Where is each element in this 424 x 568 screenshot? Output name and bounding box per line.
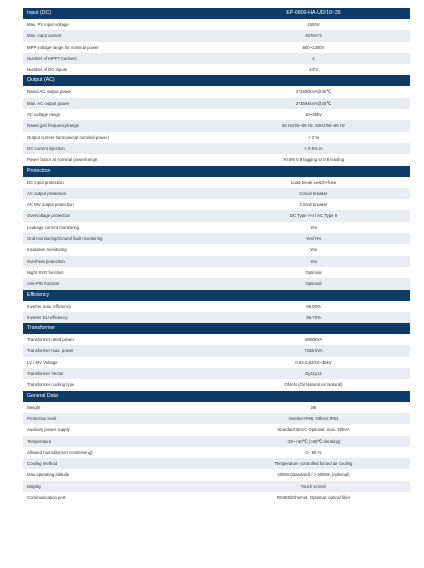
table-row xyxy=(23,256,410,267)
table-row xyxy=(23,244,410,255)
parameter-value: Optional xyxy=(305,269,322,275)
parameter-name: Output current harmonic(at nominal power) xyxy=(27,134,109,140)
parameter-value: 98.70% xyxy=(306,314,321,320)
parameter-name: Communication port xyxy=(27,494,66,500)
table-row xyxy=(23,109,410,120)
parameter-value: 0 - 95 % xyxy=(305,449,322,455)
section-title: Efficiency xyxy=(27,291,50,298)
parameter-name: AC voltage range xyxy=(27,112,61,118)
table-row xyxy=(23,98,410,109)
parameter-name: Leakage current monitoring xyxy=(27,224,80,230)
table-row xyxy=(23,267,410,278)
parameter-value: 2*3594kVA@25℃ xyxy=(295,100,332,106)
parameter-value: 99.00% xyxy=(306,303,321,309)
section-header-value xyxy=(217,323,410,334)
table-row xyxy=(23,42,410,53)
parameter-value: Yes xyxy=(309,258,317,264)
section-title: Transformer xyxy=(27,325,56,332)
parameter-value: 10~35kV xyxy=(304,112,323,118)
table-row xyxy=(23,177,410,188)
table-row xyxy=(23,458,410,469)
table-row xyxy=(23,345,410,356)
parameter-value: Yes/Yes xyxy=(305,236,322,242)
parameter-name: Rated AC output power xyxy=(27,89,72,95)
parameter-value: DC Type I+II / AC Type II xyxy=(289,213,338,219)
section-header-value: EP-6800-HA-UD/10~35 xyxy=(286,10,341,16)
section-title: Protection xyxy=(27,167,51,174)
parameter-name: MPP voltage range for nominal power xyxy=(27,44,99,50)
parameter-name: Max.operating altitude xyxy=(27,472,70,478)
parameter-name: Power factor at nominal power/range xyxy=(27,157,98,163)
table-row xyxy=(23,132,410,143)
table-row xyxy=(23,30,410,41)
parameter-value: Load break switch+fuse xyxy=(290,179,337,185)
parameter-value: 50 Hz/45~55 Hz, 60Hz/55~65 Hz xyxy=(281,123,346,129)
table-row xyxy=(23,188,410,199)
parameter-value: ONAN (Oil Natural Air Natural) xyxy=(284,382,343,388)
table-row xyxy=(23,143,410,154)
parameter-name: Max. AC output power xyxy=(27,100,70,106)
parameter-value: Circuit breaker xyxy=(299,202,328,208)
parameter-name: AC output protection xyxy=(27,190,67,196)
parameter-name: Number of MPPT trackers xyxy=(27,55,77,61)
spec-sheet xyxy=(23,8,410,503)
parameter-value: 4075A*2 xyxy=(305,33,322,39)
parameter-value: 1500V xyxy=(307,22,320,27)
parameter-name: Transformer max. power xyxy=(27,348,74,354)
parameter-name: Rated grid frequency/range xyxy=(27,123,80,129)
table-row xyxy=(23,210,410,221)
parameter-name: DC input protection xyxy=(27,179,64,185)
parameter-name: Night SVG function xyxy=(27,269,64,275)
parameter-name: Max. PV input voltage xyxy=(27,22,69,27)
parameter-value: Dy11y11 xyxy=(305,371,322,377)
section-header-value xyxy=(217,75,410,86)
table-row xyxy=(23,86,410,97)
table-row xyxy=(23,199,410,210)
parameter-value: Touch screen xyxy=(300,483,327,489)
table-row xyxy=(23,154,410,165)
table-row xyxy=(23,492,410,503)
parameter-value: -30~+60℃ (>50℃ derating) xyxy=(286,438,341,444)
parameter-name: Display xyxy=(27,483,42,489)
parameter-value: >0.99/ 0.8 lagging to 0.8 leading xyxy=(282,157,345,163)
parameter-name: Temperature xyxy=(27,438,52,444)
section-header-value xyxy=(217,166,410,177)
table-row xyxy=(23,334,410,345)
table-row xyxy=(23,357,410,368)
parameter-name: Weight xyxy=(27,404,41,410)
parameter-name: Transformer rated power xyxy=(27,337,75,343)
parameter-name: Allowed humidity(non condensing) xyxy=(27,449,93,455)
section-header-protection xyxy=(23,166,410,177)
parameter-name: LV / MV Voltage xyxy=(27,359,58,365)
parameter-name: Grid monitoring/Ground fault monitoring xyxy=(27,236,103,242)
table-row xyxy=(23,301,410,312)
section-title: General Data xyxy=(27,392,58,399)
table-row xyxy=(23,19,410,30)
parameter-name: Insulation monitoring xyxy=(27,247,67,253)
parameter-name: Transformer cooling type xyxy=(27,382,75,388)
parameter-name: Overvoltage protection xyxy=(27,213,71,219)
table-row xyxy=(23,312,410,323)
table-row xyxy=(23,379,410,390)
parameter-value: 24*2 xyxy=(309,67,318,73)
parameter-value: Inverter:IP66, Others:IP54 xyxy=(288,415,339,421)
parameter-value: Yes xyxy=(309,224,317,230)
table-row xyxy=(23,53,410,64)
parameter-name: AC MV output protection xyxy=(27,202,74,208)
table-row xyxy=(23,368,410,379)
parameter-name: Protection level xyxy=(27,415,57,421)
table-row xyxy=(23,413,410,424)
table-row xyxy=(23,233,410,244)
table-row xyxy=(23,402,410,413)
parameter-value: 900~1300V xyxy=(302,44,325,50)
parameter-name: DC current injection xyxy=(27,145,65,151)
table-row xyxy=(23,469,410,480)
parameter-value: Yes xyxy=(309,247,317,253)
parameter-name: Transformer Vector xyxy=(27,371,64,377)
table-row xyxy=(23,436,410,447)
parameter-value: 4 xyxy=(312,55,315,61)
parameter-value: Optional xyxy=(305,281,322,287)
parameter-value: Standard:5kVA, Optional: max. 40kVA xyxy=(277,427,350,433)
parameter-value: Temperature controlled forced air cooling xyxy=(274,461,353,467)
table-row xyxy=(23,120,410,131)
parameter-name: Auxiliary power supply xyxy=(27,427,70,433)
parameter-value: Circuit breaker xyxy=(299,190,328,196)
parameter-value: 2*3400kVA@45℃ xyxy=(295,89,332,95)
section-header-transformer xyxy=(23,323,410,334)
section-header-output-ac xyxy=(23,75,410,86)
parameter-value: RS485/Ethernet, Optional: optical fiber xyxy=(276,494,351,500)
parameter-name: Number of DC inputs xyxy=(27,67,68,73)
parameter-value: < 0.5% In xyxy=(304,145,323,151)
parameter-value: 2000m(standard) / > 2000m (optional) xyxy=(277,472,350,478)
parameter-value: < 3 % xyxy=(307,134,320,140)
parameter-name: Inverter EU efficiency xyxy=(27,314,68,320)
parameter-value: 28t xyxy=(310,404,317,410)
table-row xyxy=(23,481,410,492)
parameter-name: Overheat protection xyxy=(27,258,65,264)
table-row xyxy=(23,222,410,233)
parameter-value: 7188 kVA xyxy=(304,348,323,354)
table-row xyxy=(23,278,410,289)
section-header-general-data xyxy=(23,391,410,402)
parameter-value: 6800kVA xyxy=(304,337,323,343)
table-row xyxy=(23,64,410,75)
section-header-efficiency xyxy=(23,290,410,301)
parameter-name: Cooling method xyxy=(27,461,58,467)
section-header-input-dc xyxy=(23,8,410,19)
parameter-name: Anti-PID function xyxy=(27,281,60,287)
section-title: Output (AC) xyxy=(27,77,55,84)
section-header-value xyxy=(217,391,410,402)
parameter-name: Inverter max. efficiency xyxy=(27,303,72,309)
section-title: Input (DC) xyxy=(27,10,51,16)
table-row xyxy=(23,424,410,435)
table-row xyxy=(23,447,410,458)
parameter-name: Max. input current xyxy=(27,33,62,39)
section-header-value xyxy=(217,290,410,301)
parameter-value: 0.63-0.63/10~35kV xyxy=(295,359,332,365)
